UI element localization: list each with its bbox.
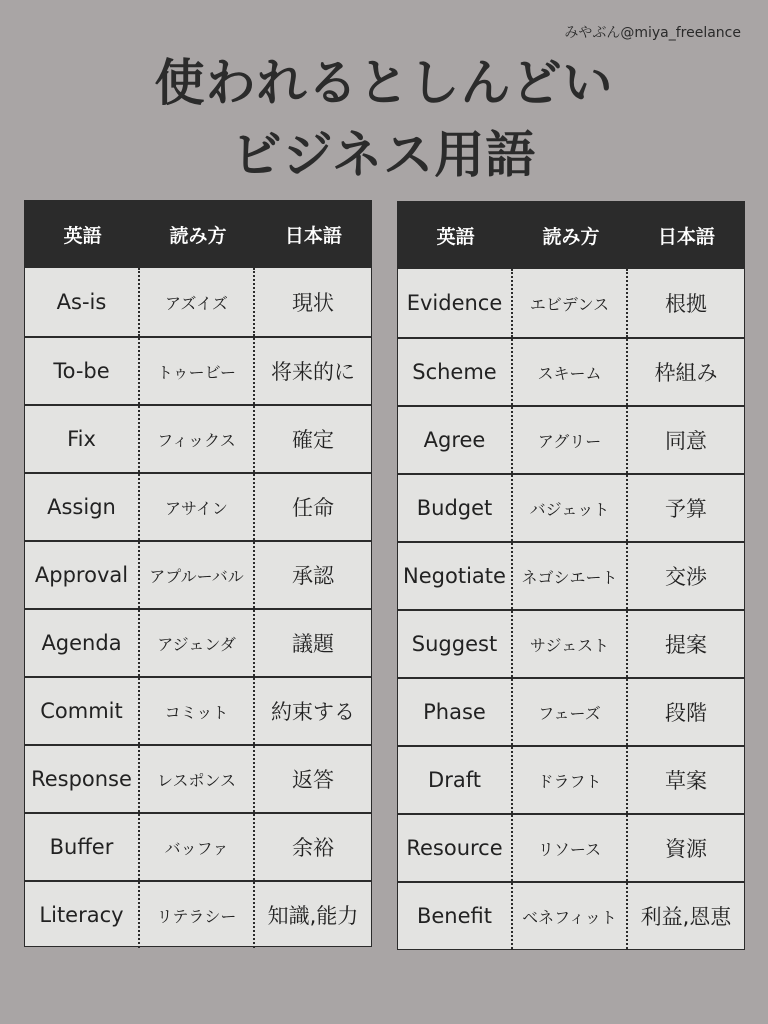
reading-term: フィックス — [138, 406, 255, 472]
terms-table-right — [397, 201, 745, 950]
header-english: 英語 — [63, 225, 102, 247]
japanese-term: 任命 — [292, 496, 334, 520]
english-term: Agenda — [41, 631, 122, 655]
reading-term: コミット — [138, 678, 255, 744]
header-reading: 読み方 — [542, 226, 600, 248]
table-row — [25, 744, 371, 812]
english-term: Response — [31, 767, 132, 791]
japanese-term: 確定 — [292, 428, 334, 452]
table-row — [398, 541, 744, 609]
reading-term: バジェット — [511, 475, 628, 541]
japanese-term: 根拠 — [665, 292, 707, 316]
reading-term: トゥービー — [138, 338, 255, 404]
reading-term: リテラシー — [138, 882, 255, 948]
japanese-term: 同意 — [665, 429, 707, 453]
table-row — [25, 608, 371, 676]
english-term: Benefit — [416, 904, 493, 928]
english-term: To-be — [53, 359, 110, 383]
english-term: As-is — [56, 290, 107, 314]
english-term: Commit — [40, 699, 123, 723]
japanese-term: 知識,能力 — [267, 904, 359, 928]
reading-term: アズイズ — [138, 268, 255, 336]
reading-term: レスポンス — [138, 746, 255, 812]
table-row — [25, 812, 371, 880]
japanese-term: 余裕 — [292, 836, 334, 860]
table-row — [25, 880, 371, 948]
header-english: 英語 — [436, 226, 475, 248]
table-row — [398, 745, 744, 813]
japanese-term: 提案 — [665, 633, 707, 657]
table-header — [25, 201, 371, 268]
table-row — [25, 472, 371, 540]
english-term: Fix — [67, 427, 96, 451]
table-row — [398, 677, 744, 745]
reading-term: エビデンス — [511, 269, 628, 337]
reading-term: リソース — [511, 815, 628, 881]
japanese-term: 将来的に — [271, 360, 355, 384]
reading-term: フェーズ — [511, 679, 628, 745]
reading-term: ベネフィット — [511, 883, 628, 949]
japanese-term: 返答 — [292, 768, 334, 792]
japanese-term: 段階 — [665, 701, 707, 725]
table-row — [25, 404, 371, 472]
table-row — [398, 473, 744, 541]
english-term: Scheme — [412, 360, 497, 384]
reading-term: スキーム — [511, 339, 628, 405]
japanese-term: 草案 — [665, 769, 707, 793]
japanese-term: 予算 — [665, 497, 707, 521]
japanese-term: 現状 — [292, 291, 334, 315]
japanese-term: 承認 — [292, 564, 334, 588]
japanese-term: 約束する — [271, 700, 355, 724]
english-term: Draft — [428, 768, 481, 792]
english-term: Assign — [47, 495, 116, 519]
reading-term: アサイン — [138, 474, 255, 540]
table-row — [398, 405, 744, 473]
page-title-line2: ビジネス用語 — [231, 126, 537, 184]
english-term: Phase — [423, 700, 486, 724]
reading-term: ドラフト — [511, 747, 628, 813]
header-reading: 読み方 — [169, 225, 227, 247]
reading-term: アプルーバル — [138, 542, 255, 608]
table-row — [398, 813, 744, 881]
japanese-term: 資源 — [665, 837, 707, 861]
header-japanese: 日本語 — [657, 226, 715, 248]
english-term: Negotiate — [403, 564, 506, 588]
table-row — [398, 609, 744, 677]
english-term: Resource — [406, 836, 503, 860]
japanese-term: 枠組み — [654, 361, 718, 385]
table-row — [25, 336, 371, 404]
reading-term: アジェンダ — [138, 610, 255, 676]
page-title-line1: 使われるとしんどい — [154, 54, 614, 112]
reading-term: ネゴシエート — [511, 543, 628, 609]
table-header — [398, 202, 744, 269]
table-row — [25, 676, 371, 744]
table-row — [398, 337, 744, 405]
reading-term: サジェスト — [511, 611, 628, 677]
table-row — [398, 269, 744, 337]
english-term: Agree — [423, 428, 486, 452]
japanese-term: 議題 — [292, 632, 334, 656]
english-term: Evidence — [406, 291, 503, 315]
table-row — [25, 540, 371, 608]
english-term: Approval — [34, 563, 129, 587]
header-japanese: 日本語 — [284, 225, 342, 247]
japanese-term: 利益,恩恵 — [640, 905, 732, 929]
english-term: Suggest — [411, 632, 498, 656]
reading-term: アグリー — [511, 407, 628, 473]
japanese-term: 交渉 — [665, 565, 707, 589]
reading-term: バッファ — [138, 814, 255, 880]
terms-table-left — [24, 200, 372, 947]
english-term: Budget — [416, 496, 493, 520]
english-term: Buffer — [49, 835, 114, 859]
author-credit: みやぶん@miya_freelance — [564, 25, 741, 41]
english-term: Literacy — [39, 903, 124, 927]
table-row — [25, 268, 371, 336]
table-row — [398, 881, 744, 949]
